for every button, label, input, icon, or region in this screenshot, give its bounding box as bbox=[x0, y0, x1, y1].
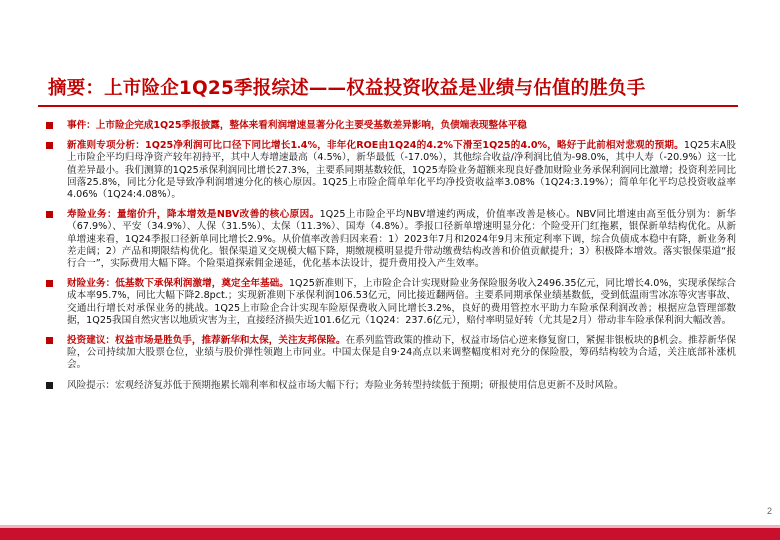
footer-band bbox=[0, 528, 780, 540]
property-insurance-text: 1Q25新准则下，上市险企合计实现财险业务保险服务收入2496.35亿元，同比增长4.0%，实现承保综合成本率95.7%，同比大幅下降2.8pct.；实现新准则下承保利润106.53亿元，同比接近翻两倍。主要系同期承保业绩基数低，受到低温雨雪冰冻等灾害事故、交通出行增长对承保业务的挑战。1Q25上市险企合计实现车险原保费收入同比增长3.2%，良好的费用管控水平助力车险承保利润改善；根据应急管理部数据，1Q25我国自然灾害以地质灾害为主，直接经济损失近101.6亿元（1Q24：237.6亿元），赔付率明显好转（尤其是2月）带动非车险承保利润大幅改善。 bbox=[67, 278, 736, 326]
life-insurance-text: 1Q25上市险企平均NBV增速约两成，价值率改善是核心。NBV同比增速由高至低分别为：新华（67.9%）、平安（34.9%）、人保（31.5%）、太保（11.3%）、国寿（4.8%）。季报口径新单增速明显分化：个险受开门红拖累，银保新单结构优化。从新单增速来看，1Q24季报口径新单同比增长2.9%。从价值率改善归因来看：1）2023年7月和2024年9月末预定利率下调，综合负债成本稳中有降，新业务利差走阔；2）产品和期限结构优化。银保渠道叉交规模大幅下降，期缴规模明显提升带动缴费结构改善和价值贡献提升；3）积极降本增效。落实银保渠道“报行合一”，实际费用大幅下降。个险渠道探索佣金递延，优化基本法设计，提升费用投入产生效率。 bbox=[67, 209, 736, 270]
list-item-event bbox=[46, 120, 736, 132]
list-item-body bbox=[67, 120, 736, 132]
list-item-property-insurance bbox=[46, 278, 736, 327]
risk-warning-text: 风险提示：宏观经济复苏低于预期拖累长端利率和权益市场大幅下行；寿险业务转型持续低于预期；研报使用信息更新不及时风险。 bbox=[67, 379, 624, 391]
square-bullet-icon bbox=[46, 122, 53, 129]
list-item-life-insurance bbox=[46, 209, 736, 270]
event-heading: 事件：上市险企完成1Q25季报披露，整体来看利润增速显著分化主要受基数差异影响，负债端表现整体平稳 bbox=[67, 120, 527, 131]
square-bullet-icon bbox=[46, 142, 53, 149]
new-standard-text: 1Q25末A股上市险企平均归母净资产较年初持平，其中人寿增速最高（4.5%），新华最低（-17.0%），其他综合收益/净利润比值为-98.0%，其中人寿（-20.9%）这一比值差异最小。我们测算的1Q25承保利润同比增长27.3%，主要系同期基数较低，1Q25寿险业务超额来现良好叠加财险业务承保利润同比激增；投资利差同比回落25.8%，同比分化是导致净利润增速分化的核心原因。1Q25上市险企简单年化平均净投资收益率3.08%（1Q24:3.19%）；简单年化平均总投资收益率4.06%（1Q24:4.08%）。 bbox=[67, 140, 736, 201]
title-divider bbox=[38, 105, 738, 107]
list-item-body bbox=[67, 335, 736, 372]
page-number: 2 bbox=[766, 506, 772, 516]
square-bullet-icon bbox=[46, 280, 53, 287]
list-item-risk-warning bbox=[46, 380, 736, 392]
list-item-body bbox=[67, 380, 736, 392]
new-standard-heading: 新准则专项分析：1Q25净利润可比口径下同比增长1.4%，非年化ROE由1Q24的4.2%下滑至1Q25的4.0%，略好于此前相对悲观的预期。 bbox=[67, 140, 684, 152]
list-item-new-standard bbox=[46, 140, 736, 201]
investment-advice-text: 在系列监管政策的推动下，权益市场信心逆来修复窗口，紧握非银板块的β机会。推荐新华保险，公司持续加大股票仓位，业绩与股价弹性领跑上市同业。中国太保是自9·24高点以来调整幅度相对充分的保险股，筹码结构较为合适，关注底部补涨机会。 bbox=[67, 335, 737, 371]
property-insurance-heading: 财险业务：低基数下承保利润激增，奠定全年基础。 bbox=[67, 278, 289, 290]
page-title: 摘要：上市险企1Q25季报综述——权益投资收益是业绩与估值的胜负手 bbox=[48, 78, 646, 99]
list-item-investment-advice bbox=[46, 335, 736, 372]
list-item-body bbox=[67, 209, 736, 270]
square-bullet-icon bbox=[46, 337, 53, 344]
investment-advice-heading: 投资建议：权益市场是胜负手，推荐新华和太保，关注友邦保险。 bbox=[67, 335, 346, 347]
list-item-body bbox=[67, 140, 736, 201]
summary-list bbox=[46, 120, 736, 400]
square-bullet-icon bbox=[46, 211, 53, 218]
life-insurance-heading: 寿险业务：量缩价升，降本增效是NBV改善的核心原因。 bbox=[67, 209, 320, 221]
list-item-body bbox=[67, 278, 736, 327]
square-bullet-icon bbox=[46, 382, 53, 389]
